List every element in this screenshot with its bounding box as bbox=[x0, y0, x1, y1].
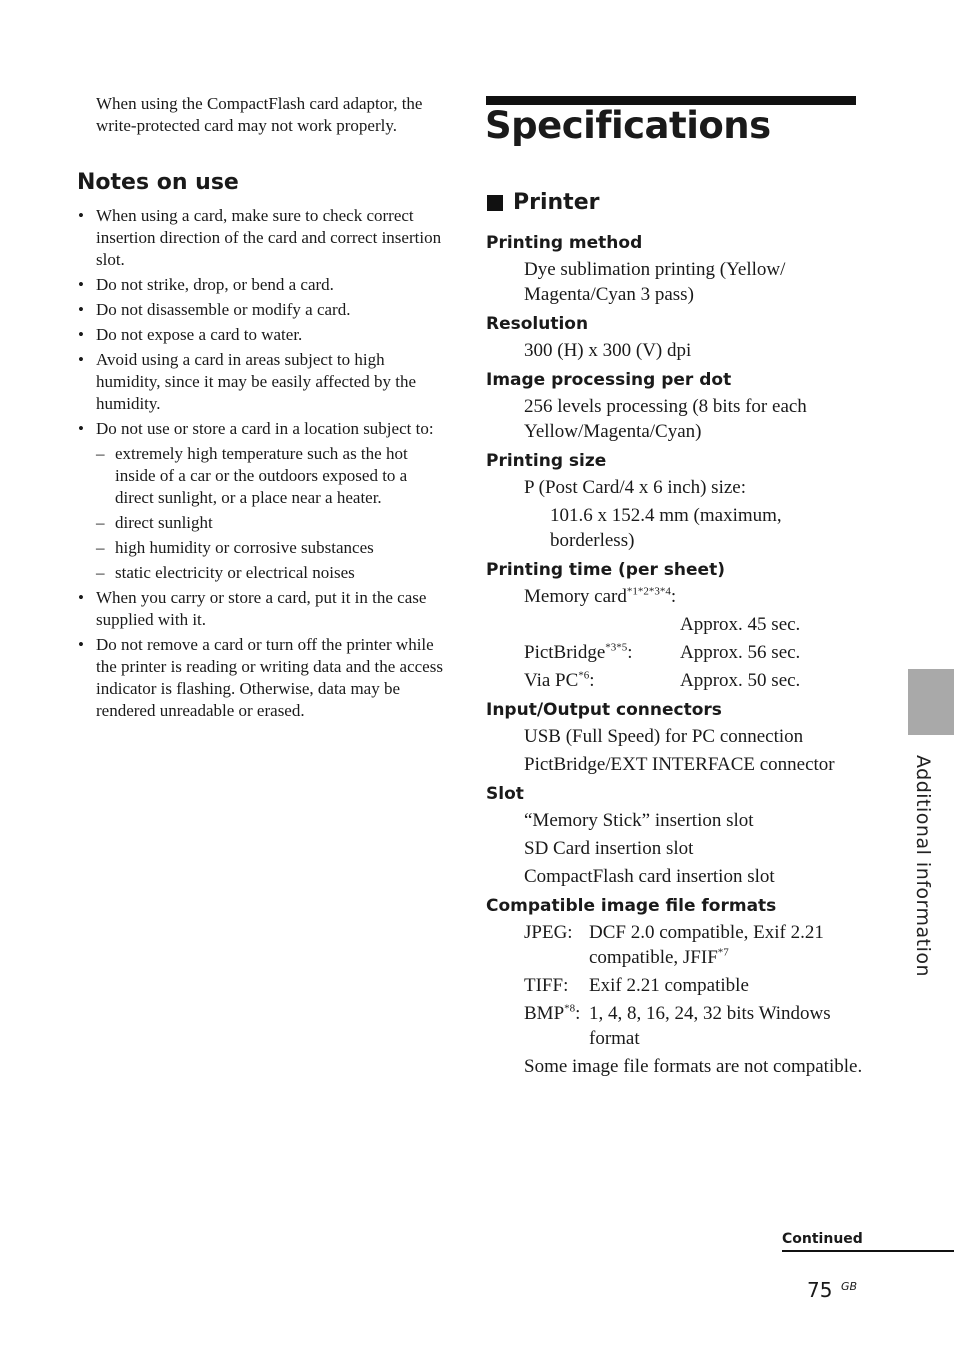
format-tiff bbox=[486, 973, 866, 998]
jpeg-key: JPEG: bbox=[524, 922, 573, 943]
spec-list bbox=[486, 226, 866, 1079]
bullet-icon: • bbox=[78, 350, 84, 369]
list-item bbox=[78, 205, 450, 271]
bullet-icon: • bbox=[78, 635, 84, 654]
via-pc-key bbox=[524, 668, 680, 693]
bmp-key: BMP bbox=[524, 1003, 565, 1024]
pictbridge-label: PictBridge bbox=[524, 642, 606, 663]
intro-note: When using the CompactFlash card adaptor, the write-protected card may not work properly. bbox=[96, 94, 423, 135]
dash-icon: – bbox=[96, 444, 105, 463]
pictbridge-time: Approx. 56 sec. bbox=[680, 642, 801, 663]
note-text: Do not strike, drop, or bend a card. bbox=[96, 275, 334, 294]
spec-label-slot: Slot bbox=[486, 784, 524, 804]
jpeg-value: DCF 2.0 compatible, Exif 2.21 compatible, JFIF bbox=[589, 922, 824, 968]
pictbridge-key bbox=[524, 640, 680, 665]
spec-detail-printing-size: 101.6 x 152.4 mm (maximum, borderless) bbox=[550, 505, 782, 551]
dash-icon: – bbox=[96, 513, 105, 532]
section-heading-label: Printer bbox=[513, 190, 600, 215]
bullet-icon: • bbox=[78, 275, 84, 294]
spec-label-printing-method: Printing method bbox=[486, 233, 643, 253]
formats-note: Some image file formats are not compatible. bbox=[524, 1056, 863, 1077]
via-pc-label: Via PC bbox=[524, 670, 579, 691]
colon: : bbox=[627, 642, 633, 663]
printing-time-pictbridge bbox=[486, 640, 866, 665]
spec-value-printing-method: Dye sublimation printing (Yellow/ Magenta/Cyan 3 pass) bbox=[524, 259, 786, 305]
bmp-footnote: *8 bbox=[564, 1002, 576, 1015]
memory-card-time: Approx. 45 sec. bbox=[680, 614, 801, 635]
sub-list bbox=[96, 443, 450, 584]
bmp-key-wrap bbox=[524, 1001, 589, 1051]
list-item bbox=[78, 587, 450, 631]
spec-label-printing-time: Printing time (per sheet) bbox=[486, 560, 725, 580]
sub-note-text: direct sunlight bbox=[115, 513, 213, 532]
sub-list-item bbox=[96, 537, 450, 559]
list-item bbox=[78, 634, 450, 722]
tiff-value: Exif 2.21 compatible bbox=[589, 975, 749, 996]
jpeg-value-wrap bbox=[589, 920, 866, 970]
sub-list-item bbox=[96, 512, 450, 534]
spec-label-io-connectors: Input/Output connectors bbox=[486, 700, 722, 720]
note-text: Do not expose a card to water. bbox=[96, 325, 303, 344]
note-text: When using a card, make sure to check correct insertion direction of the card and correct insertion slot. bbox=[96, 206, 442, 269]
sub-list-item bbox=[96, 443, 450, 509]
spec-value-slot-sd: SD Card insertion slot bbox=[524, 838, 694, 859]
section-heading bbox=[487, 190, 599, 215]
bullet-icon: • bbox=[78, 419, 84, 438]
bullet-icon: • bbox=[78, 300, 84, 319]
printing-time-memory-card bbox=[486, 584, 866, 609]
colon: : bbox=[670, 586, 677, 607]
spec-value-image-processing: 256 levels processing (8 bits for each Yellow/Magenta/Cyan) bbox=[524, 396, 807, 442]
square-bullet-icon bbox=[487, 195, 503, 211]
spec-value-resolution: 300 (H) x 300 (V) dpi bbox=[524, 340, 692, 361]
list-item bbox=[78, 418, 450, 584]
printing-time-via-pc bbox=[486, 668, 866, 693]
memory-card-footnote: *1*2*3*4 bbox=[626, 585, 671, 598]
colon: : bbox=[575, 1003, 581, 1024]
notes-heading: Notes on use bbox=[77, 170, 239, 195]
list-item bbox=[78, 349, 450, 415]
continued-label: Continued bbox=[782, 1231, 863, 1247]
note-text: Do not use or store a card in a location subject to: bbox=[96, 419, 434, 438]
colon: : bbox=[589, 670, 595, 691]
via-pc-footnote: *6 bbox=[578, 669, 590, 682]
list-item bbox=[78, 274, 450, 296]
section-tab bbox=[908, 669, 954, 735]
sub-note-text: static electricity or electrical noises bbox=[115, 563, 355, 582]
bullet-icon: • bbox=[78, 325, 84, 344]
spec-value-slot-memory-stick: “Memory Stick” insertion slot bbox=[524, 810, 754, 831]
list-item bbox=[78, 324, 450, 346]
sub-note-text: extremely high temperature such as the hot inside of a car or the outdoors exposed to a direct sunlight, or a place near a heater. bbox=[115, 444, 408, 507]
page-region-code: GB bbox=[841, 1280, 858, 1293]
pictbridge-footnote: *3*5 bbox=[605, 641, 628, 654]
sub-list-item bbox=[96, 562, 450, 584]
memory-card-label: Memory card bbox=[524, 586, 627, 607]
spec-value-io-pictbridge: PictBridge/EXT INTERFACE connector bbox=[524, 754, 835, 775]
spec-label-resolution: Resolution bbox=[486, 314, 589, 334]
note-text: Avoid using a card in areas subject to high humidity, since it may be easily affected by the humidity. bbox=[96, 350, 417, 413]
note-text: When you carry or store a card, put it in the case supplied with it. bbox=[96, 588, 427, 629]
format-jpeg bbox=[486, 920, 866, 970]
spec-label-image-processing: Image processing per dot bbox=[486, 370, 732, 390]
tiff-key: TIFF: bbox=[524, 975, 569, 996]
spec-label-formats: Compatible image file formats bbox=[486, 896, 777, 916]
via-pc-time: Approx. 50 sec. bbox=[680, 670, 801, 691]
bmp-value: 1, 4, 8, 16, 24, 32 bits Windows format bbox=[589, 1003, 831, 1049]
note-text: Do not disassemble or modify a card. bbox=[96, 300, 351, 319]
continued-rule bbox=[782, 1250, 954, 1252]
page-number: 75 bbox=[807, 1278, 833, 1302]
spec-value-slot-cf: CompactFlash card insertion slot bbox=[524, 866, 775, 887]
jpeg-footnote: *7 bbox=[717, 946, 729, 959]
list-item bbox=[78, 299, 450, 321]
spec-value-printing-size: P (Post Card/4 x 6 inch) size: bbox=[524, 477, 746, 498]
dash-icon: – bbox=[96, 563, 105, 582]
spec-label-printing-size: Printing size bbox=[486, 451, 607, 471]
sub-note-text: high humidity or corrosive substances bbox=[115, 538, 374, 557]
dash-icon: – bbox=[96, 538, 105, 557]
format-bmp bbox=[486, 1001, 866, 1051]
spec-value-io-usb: USB (Full Speed) for PC connection bbox=[524, 726, 804, 747]
notes-list bbox=[78, 205, 450, 725]
page-title: Specifications bbox=[485, 104, 771, 147]
bullet-icon: • bbox=[78, 206, 84, 225]
bullet-icon: • bbox=[78, 588, 84, 607]
section-tab-label: Additional information bbox=[912, 755, 934, 978]
note-text: Do not remove a card or turn off the printer while the printer is reading or writing data and the access indicator is flashing. Otherwise, data may be rendered unreadable or erased. bbox=[96, 635, 443, 720]
